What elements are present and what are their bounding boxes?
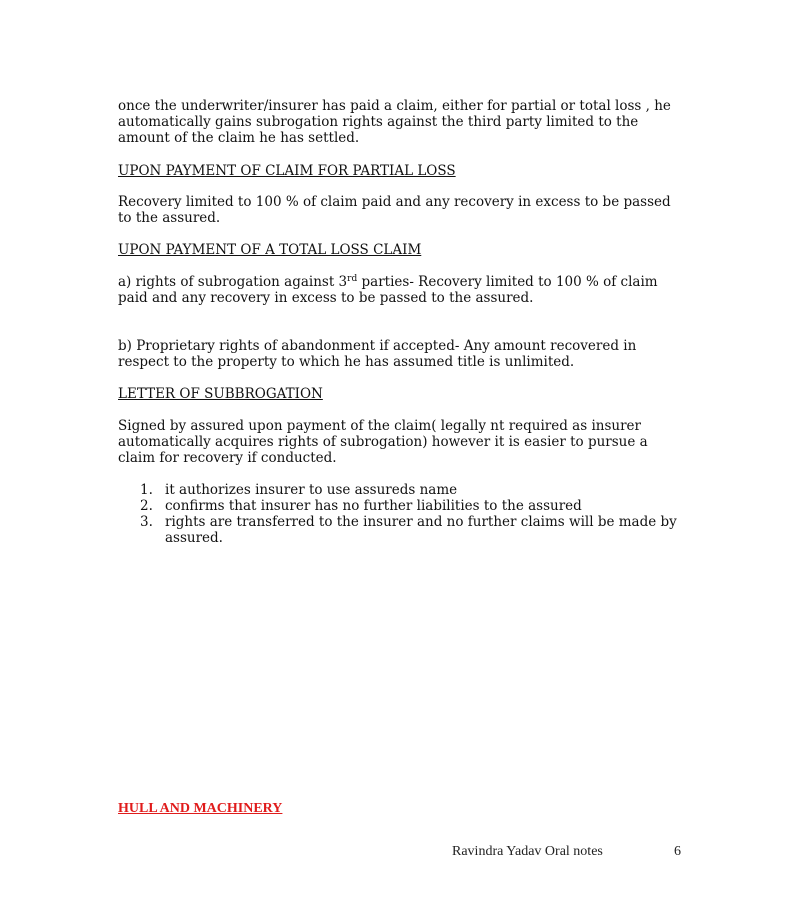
partial-loss-paragraph: Recovery limited to 100 % of claim paid and any recovery in excess to be passed to the assured. [118,194,671,226]
letter-heading: LETTER OF SUBBROGATION [118,386,323,402]
total-loss-item-b: b) Proprietary rights of abandonment if accepted- Any amount recovered in respect to the property to which he has assumed title is unlimited. [118,338,637,370]
letter-paragraph: Signed by assured upon payment of the claim( legally nt required as insurer automatically acquires rights of subrogation) however it is easier to pursue a claim for recovery if conducted. [118,418,648,466]
total-loss-item-a [118,274,688,306]
intro-paragraph: once the underwriter/insurer has paid a claim, either for partial or total loss , he automatically gains subrogation rights against the third party limited to the amount of the claim he has settled. [118,98,671,146]
page-number: 6 [674,844,681,858]
list-item-number: 1. [140,482,153,498]
list-item [118,514,688,546]
letter-list [118,482,688,546]
list-item [118,498,688,514]
list-item-number: 2. [140,498,153,514]
list-item-text: rights are transferred to the insurer and no further claims will be made by assured. [165,514,677,546]
footer-text: Ravindra Yadav Oral notes [452,844,603,858]
item-a-superscript: rd [347,274,358,284]
total-loss-heading: UPON PAYMENT OF A TOTAL LOSS CLAIM [118,242,422,258]
item-a-prefix: a) rights of subrogation against 3 [118,274,348,290]
item-a-rest: parties- Recovery limited to 100 % of claim paid and any recovery in excess to be passed to the assured. [118,274,658,306]
list-item-text: it authorizes insurer to use assureds name [165,482,458,498]
list-item-number: 3. [140,514,153,530]
page-footer [452,844,687,858]
partial-loss-heading: UPON PAYMENT OF CLAIM FOR PARTIAL LOSS [118,163,456,179]
hull-machinery-heading: HULL AND MACHINERY [118,801,283,816]
list-item-text: confirms that insurer has no further liabilities to the assured [165,498,582,514]
list-item [118,482,688,498]
